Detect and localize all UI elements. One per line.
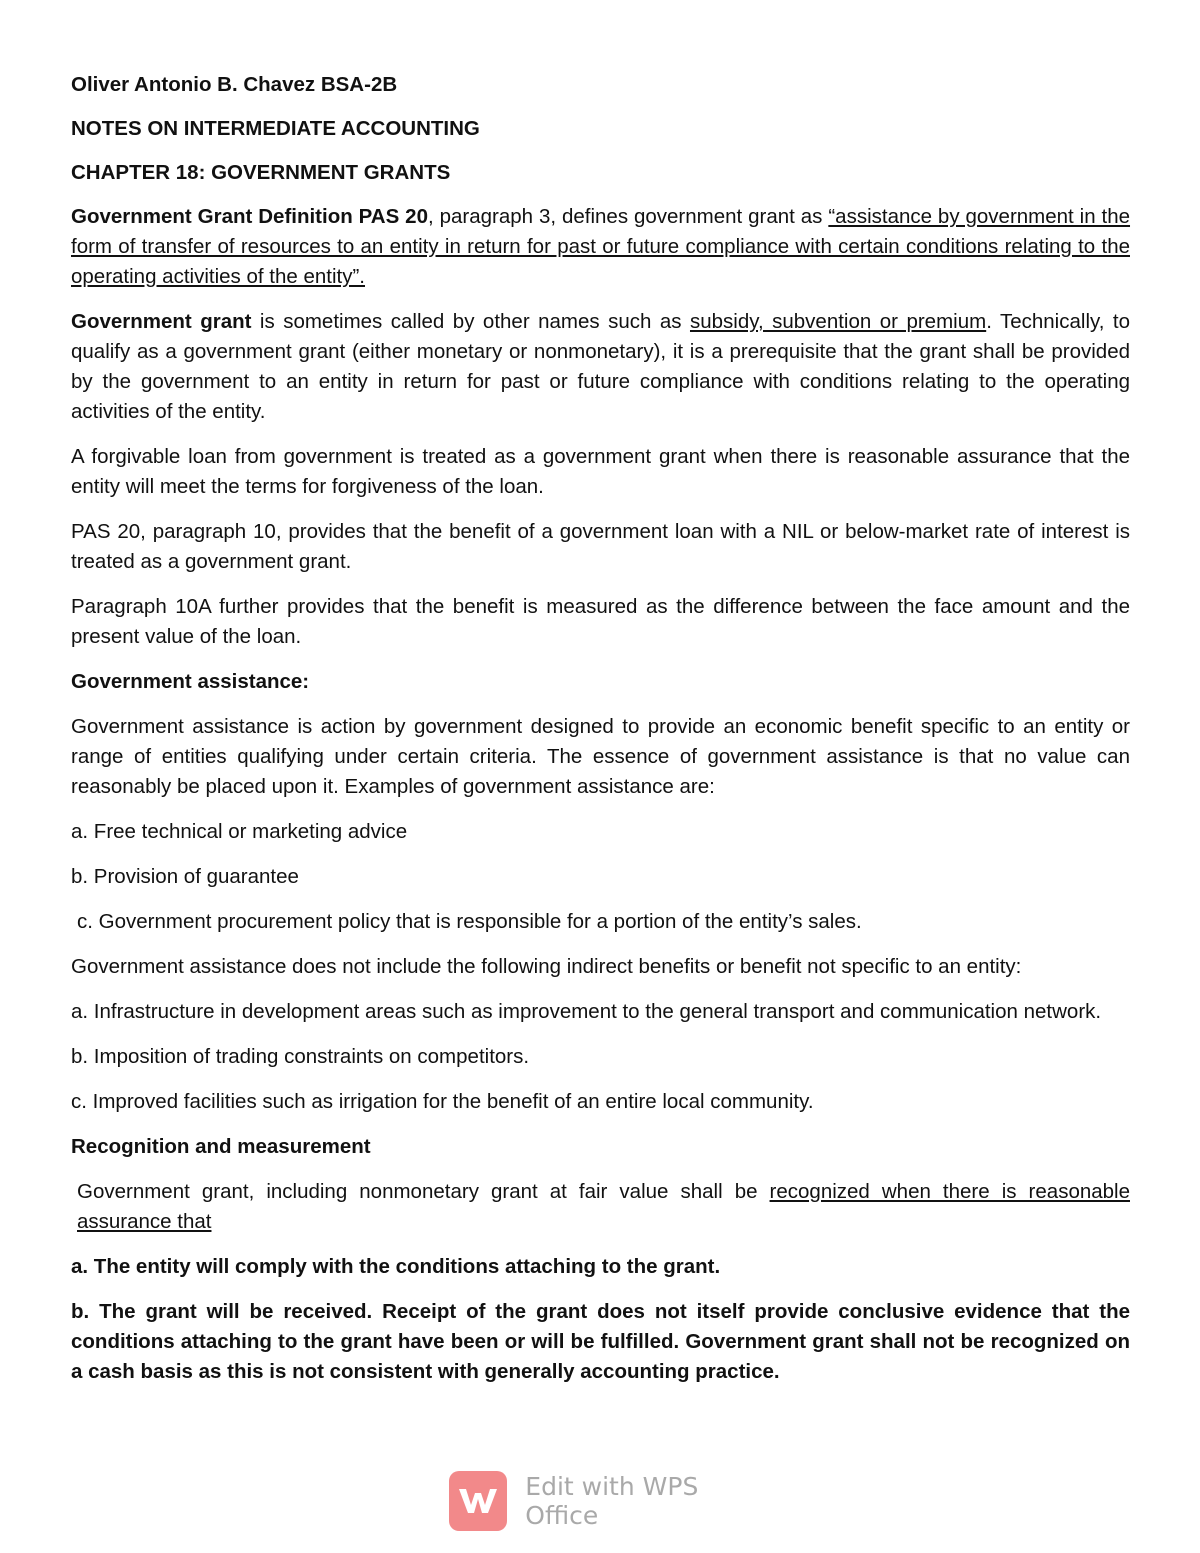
grant-names-text-a: is sometimes called by other names such as (251, 310, 690, 333)
author-line: Oliver Antonio B. Chavez BSA-2B (71, 73, 398, 96)
chapter-title: CHAPTER 18: GOVERNMENT GRANTS (71, 161, 451, 184)
definition-paragraph (71, 202, 1130, 292)
document-page (71, 70, 1130, 1402)
exclusion-item: b. Imposition of trading constraints on competitors. (71, 1045, 530, 1068)
exclusion-intro: Government assistance does not include the following indirect benefits or benefit not specific to an entity: (71, 955, 1022, 978)
assistance-example: a. Free technical or marketing advice (71, 820, 408, 843)
definition-text: , paragraph 3, defines government grant as (428, 205, 829, 228)
exclusion-item: a. Infrastructure in development areas such as improvement to the general transport and communication network. (71, 1000, 1102, 1023)
watermark-text: Edit with WPS Office (525, 1472, 699, 1530)
recognition-intro (71, 1177, 1130, 1237)
definition-quote: “assistance by government in the form of transfer of resources to an entity in return for past or future compliance with certain conditions relating to the operating activities of the entity”. (71, 205, 1131, 288)
par10a-paragraph: Paragraph 10A further provides that the benefit is measured as the difference between the face amount and the present value of the loan. (71, 595, 1130, 648)
assistance-heading: Government assistance: (71, 670, 310, 693)
grant-names-label: Government grant (71, 310, 252, 333)
grant-alt-names: subsidy, subvention or premium (689, 310, 987, 333)
exclusion-item: c. Improved facilities such as irrigation for the benefit of an entire local community. (71, 1090, 814, 1113)
wps-logo-icon (449, 1471, 507, 1531)
wps-watermark (449, 1470, 772, 1532)
recognition-intro-text: Government grant, including nonmonetary grant at fair value shall be (77, 1180, 770, 1203)
forgivable-loan-paragraph: A forgivable loan from government is treated as a government grant when there is reasonable assurance that the entity will meet the terms for forgiveness of the loan. (71, 445, 1130, 498)
pas20-par10-paragraph: PAS 20, paragraph 10, provides that the benefit of a government loan with a NIL or below-market rate of interest is treated as a government grant. (71, 520, 1130, 573)
recognition-condition: a. The entity will comply with the conditions attaching to the grant. (71, 1255, 721, 1278)
assistance-example: c. Government procurement policy that is responsible for a portion of the entity’s sales. (77, 910, 862, 933)
recognition-heading: Recognition and measurement (71, 1135, 371, 1158)
assistance-intro: Government assistance is action by government designed to provide an economic benefit specific to an entity or range of entities qualifying under certain criteria. The essence of government assistance is that no value can reasonably be placed upon it. Examples of government assistance are: (71, 715, 1130, 798)
definition-label: Government Grant Definition PAS 20 (71, 205, 428, 228)
grant-names-paragraph (71, 307, 1130, 427)
assistance-example: b. Provision of guarantee (71, 865, 299, 888)
recognition-condition: b. The grant will be received. Receipt of the grant does not itself provide conclusive evidence that the conditions attaching to the grant have been or will be fulfilled. Government grant shall not be recognized on a cash basis as this is not consistent with generally accounting practice. (71, 1300, 1130, 1383)
course-title: NOTES ON INTERMEDIATE ACCOUNTING (71, 117, 480, 140)
grant-names-text-b: . Technically, to qualify as a government grant (either monetary or nonmonetary), it is a prerequisite that the grant shall be provided by the government to an entity in return for past or future compliance with conditions relating to the operating activities of the entity. (71, 310, 1130, 423)
recognition-intro-underlined: recognized when there is reasonable assurance that (77, 1180, 1130, 1233)
